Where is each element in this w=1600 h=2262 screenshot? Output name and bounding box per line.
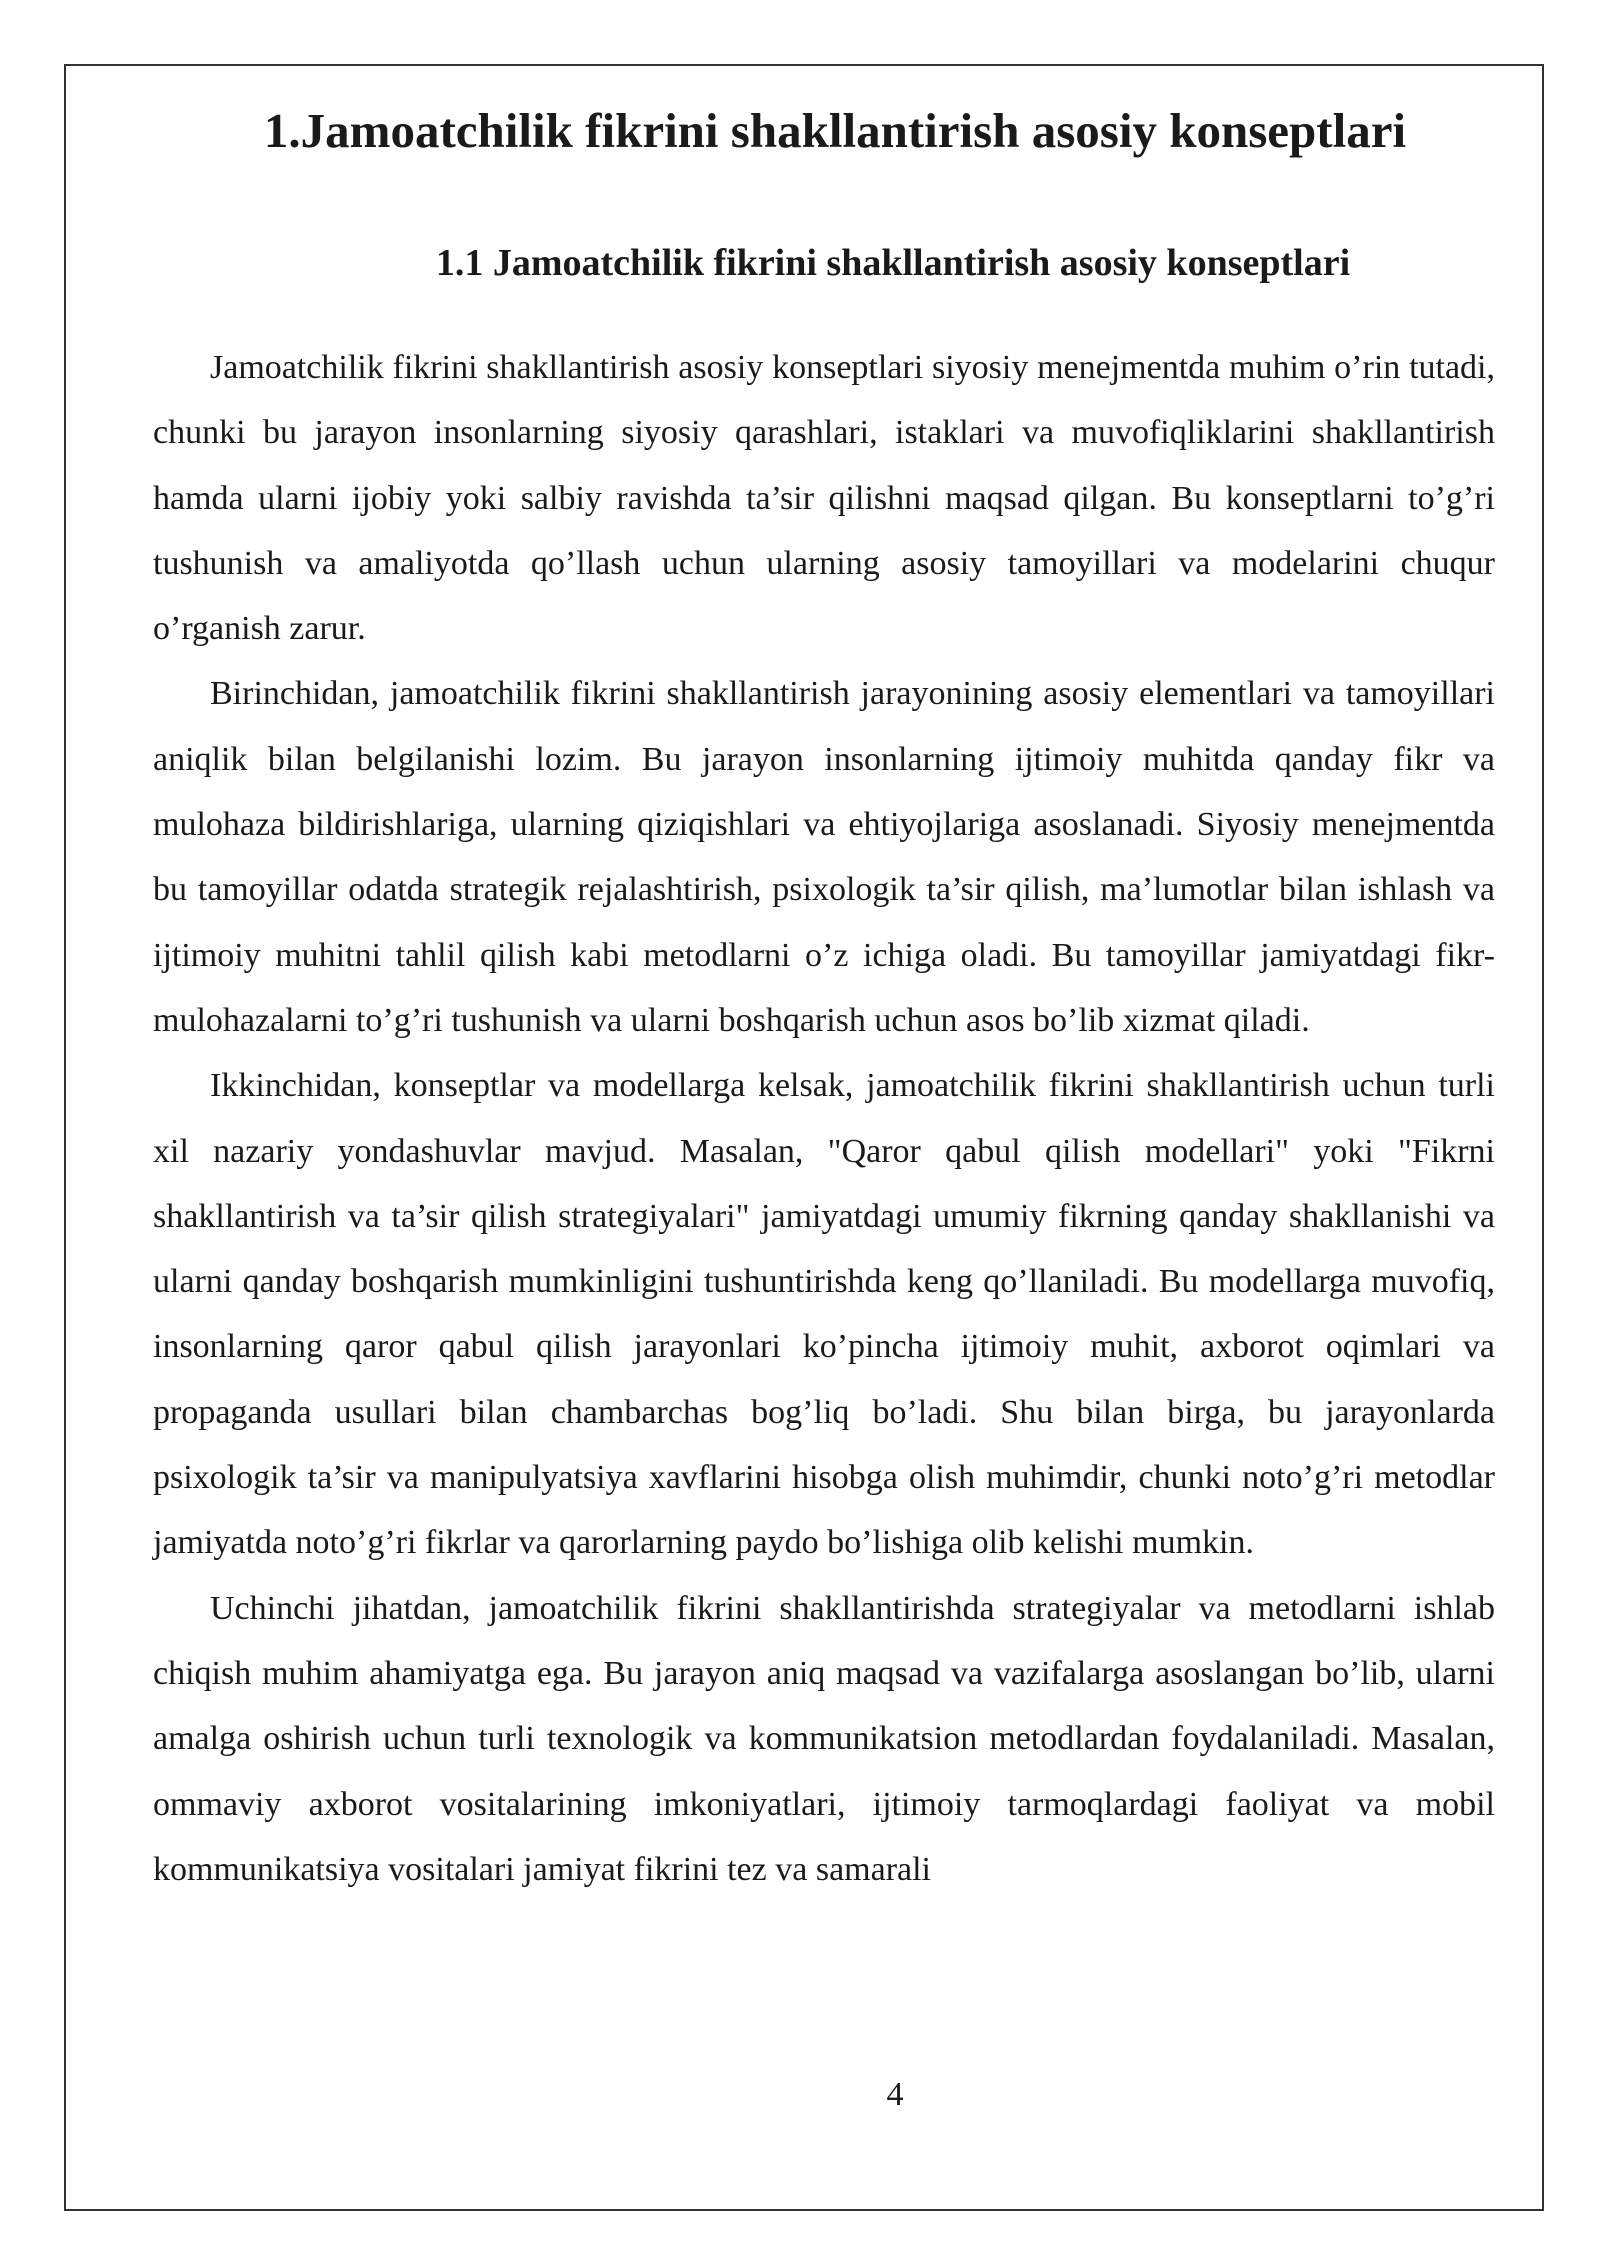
paragraph-1: Jamoatchilik fikrini shakllantirish asosiy konseptlari siyosiy menejmentda muhim o’rin tutadi, chunki bu jarayon insonlarning siyosiy qarashlari, istaklari va muvofiqliklarini shakllantirish hamda ularni ijobiy yoki salbiy ravishda ta’sir qilishni maqsad qilgan. Bu konseptlarni to’g’ri tushunish va amaliyotda qo’llash uchun ularning asosiy tamoyillari va modelarini chuqur o’rganish zarur. xyxy=(153,349,1495,648)
page-number: 4 xyxy=(886,2076,904,2113)
paragraph-2: Birinchidan, jamoatchilik fikrini shakllantirish jarayonining asosiy elementlari va tamoyillari aniqlik bilan belgilanishi lozim. Bu jarayon insonlarning ijtimoiy muhitda qanday fikr va mulohaza bildirishlariga, ularning qiziqishlari va ehtiyojlariga asoslanadi. Siyosiy menejmentda bu tamoyillar odatda strategik rejalashtirish, psixologik ta’sir qilish, ma’lumotlar bilan ishlash va ijtimoiy muhitni tahlil qilish kabi metodlarni o’z ichiga oladi. Bu tamoyillar jamiyatdagi fikr-mulohazalarni to’g’ri tushunish va ularni boshqarish uchun asos bo’lib xizmat qiladi. xyxy=(153,675,1495,1039)
paragraph-4: Uchinchi jihatdan, jamoatchilik fikrini shakllantirishda strategiyalar va metodlarni ishlab chiqish muhim ahamiyatga ega. Bu jarayon aniq maqsad va vazifalarga asoslangan bo’lib, ularni amalga oshirish uchun turli texnologik va kommunikatsion metodlardan foydalaniladi. Masalan, ommaviy axborot vositalarining imkoniyatlari, ijtimoiy tarmoqlardagi faoliyat va mobil kommunikatsiya vositalari jamiyat fikrini tez va samarali xyxy=(153,1589,1495,1888)
body-text xyxy=(153,335,1495,1902)
paragraph-3: Ikkinchidan, konseptlar va modellarga kelsak, jamoatchilik fikrini shakllantirish uchun turli xil nazariy yondashuvlar mavjud. Masalan, "Qaror qabul qilish modellari" yoki "Fikrni shakllantirish va ta’sir qilish strategiyalari" jamiyatdagi umumiy fikrning qanday shakllanishi va ularni qanday boshqarish mumkinligini tushuntirishda keng qo’llaniladi. Bu modellarga muvofiq, insonlarning qaror qabul qilish jarayonlari ko’pincha ijtimoiy muhit, axborot oqimlari va propaganda usullari bilan chambarchas bog’liq bo’ladi. Shu bilan birga, bu jarayonlarda psixologik ta’sir va manipulyatsiya xavflarini hisobga olish muhimdir, chunki noto’g’ri metodlar jamiyatda noto’g’ri fikrlar va qarorlarning paydo bo’lishiga olib kelishi mumkin. xyxy=(153,1067,1495,1562)
chapter-title: 1.Jamoatchilik fikrini shakllantirish asosiy konseptlari xyxy=(263,103,1407,158)
section-title: 1.1 Jamoatchilik fikrini shakllantirish asosiy konseptlari xyxy=(435,242,1351,284)
